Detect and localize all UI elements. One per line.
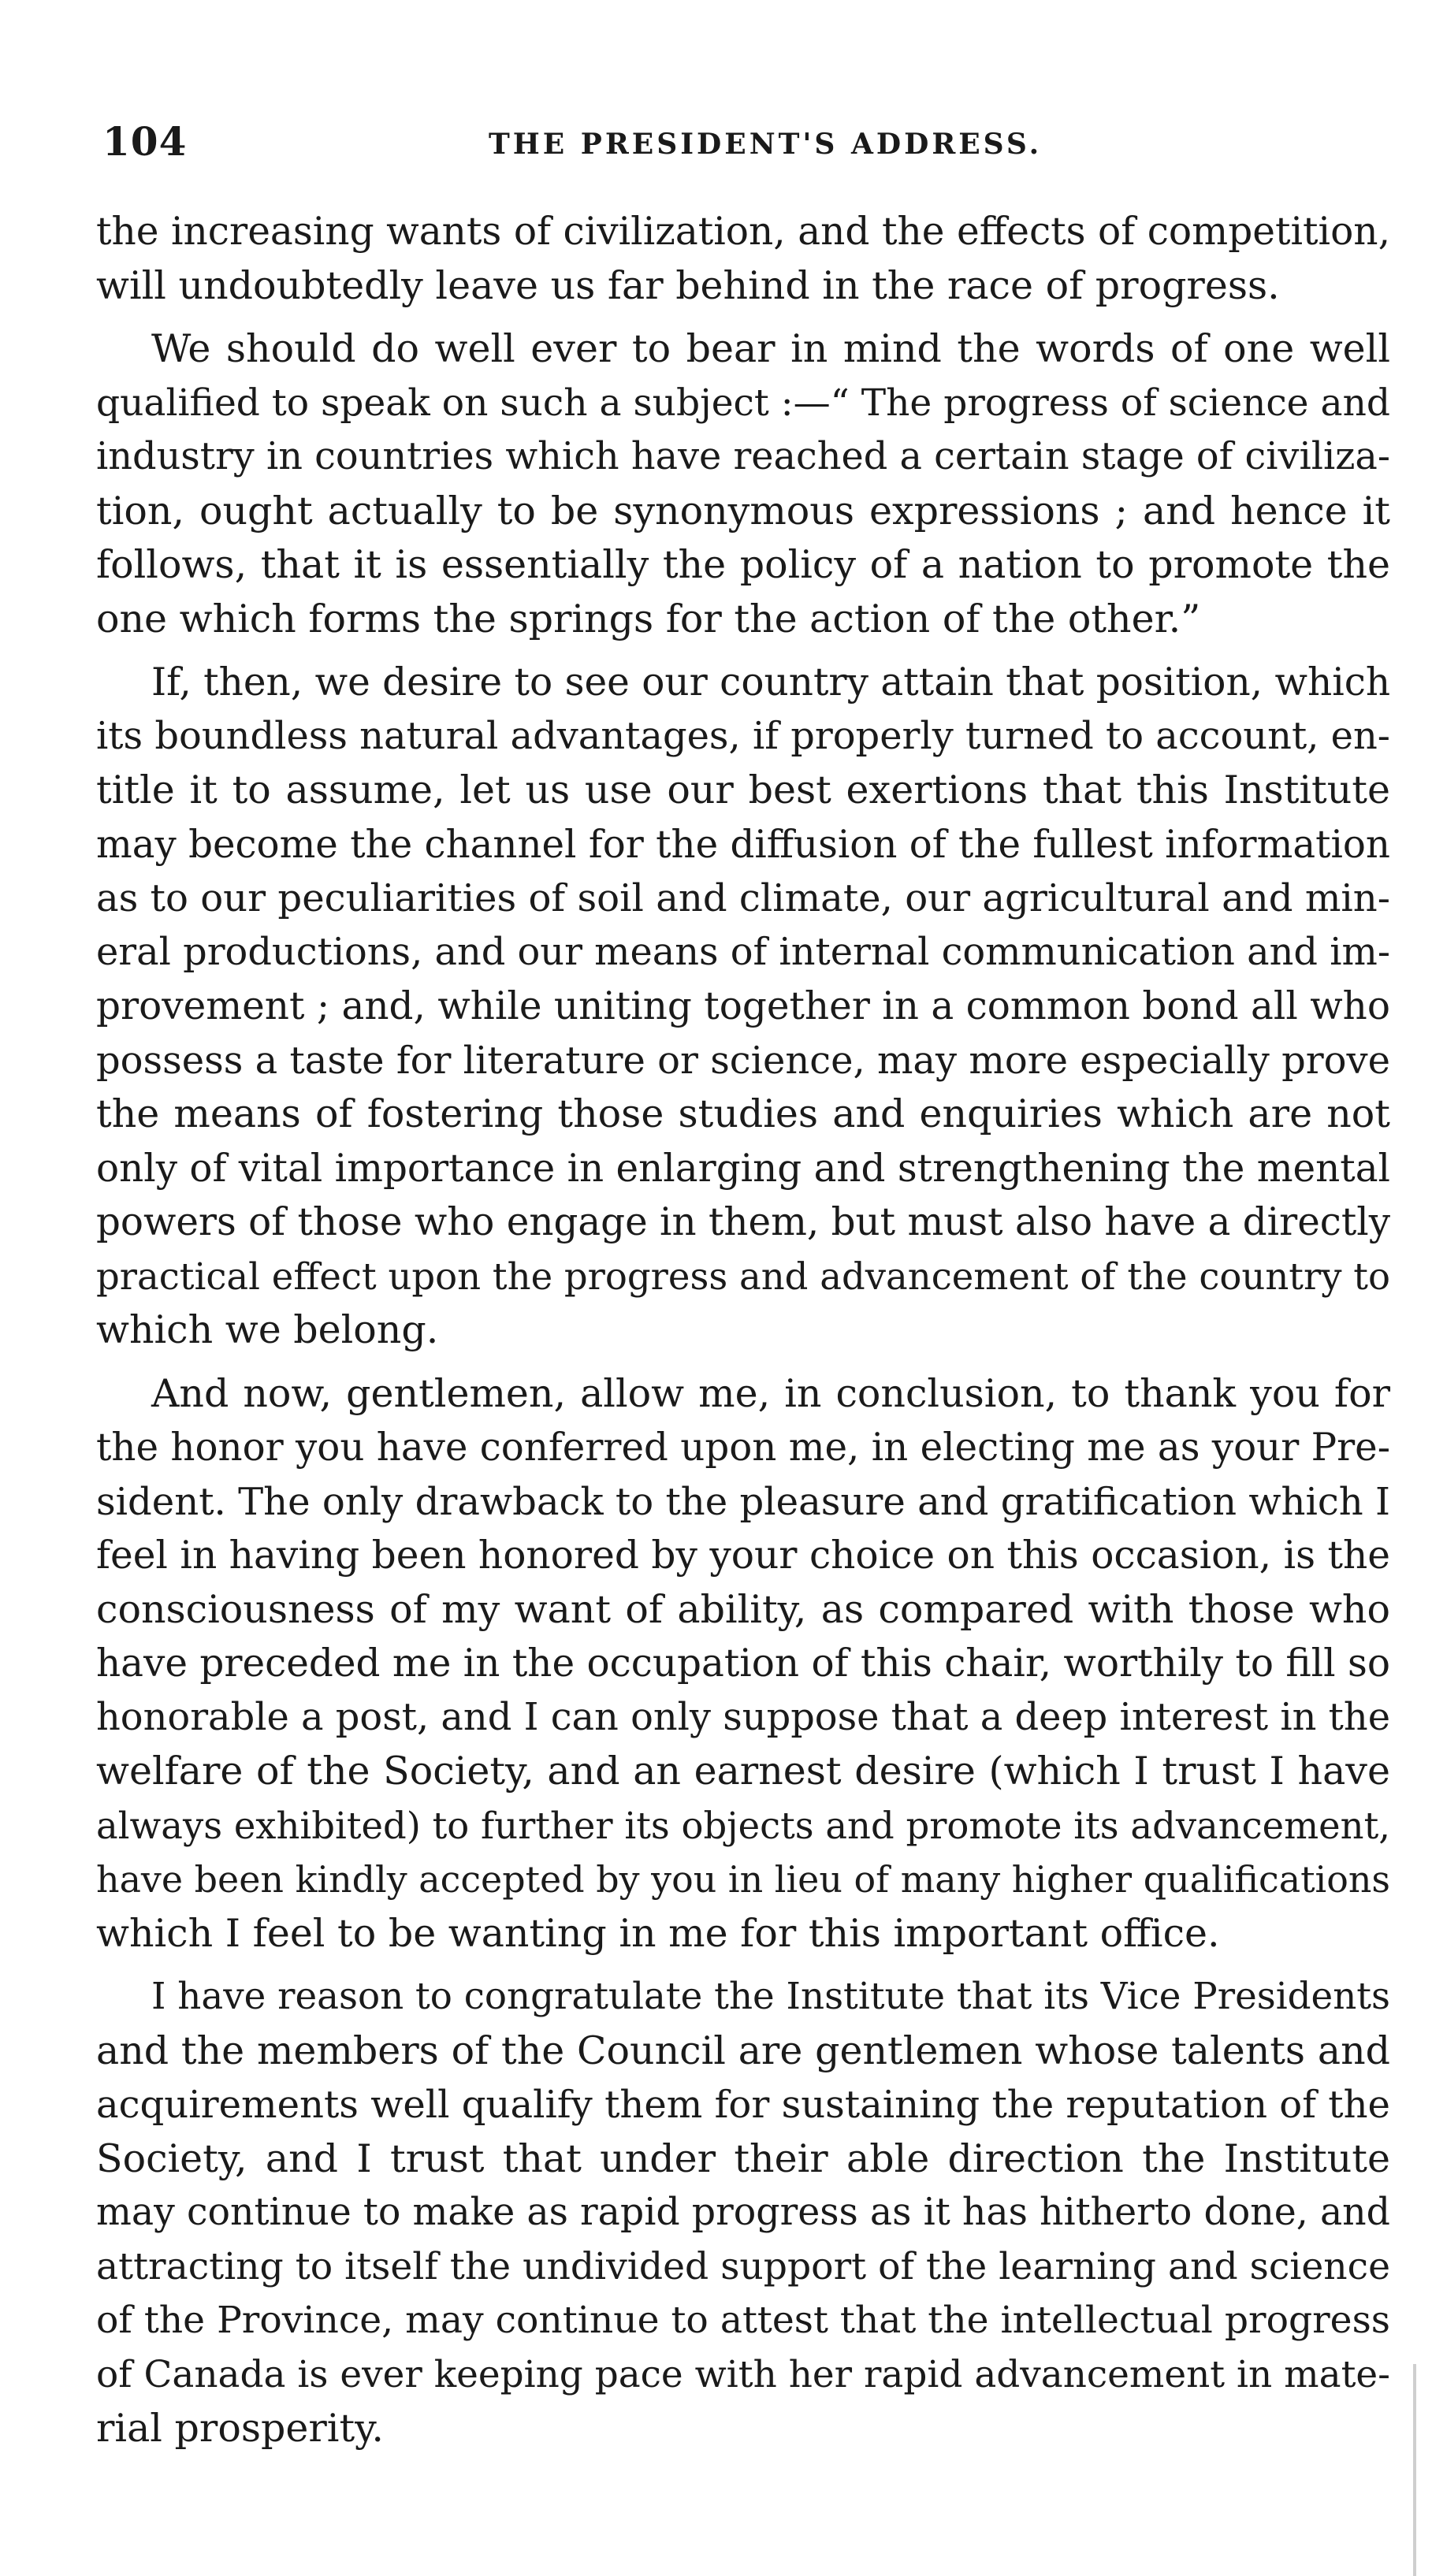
text-line: of the Province, may continue to attest that the intellectual progress [96, 2299, 1390, 2342]
text-line: which I feel to be wanting in me for this important office. [96, 1910, 1220, 1956]
text-line: practical effect upon the progress and advancement of the country to [96, 1255, 1390, 1298]
text-line: one which forms the springs for the action of the other.” [96, 596, 1201, 641]
text-line: Society, and I trust that under their able direction the Institute [96, 2136, 1390, 2181]
text-line: which we belong. [96, 1307, 439, 1352]
page-edge-mark [1413, 2364, 1416, 2576]
text-line: acquirements well qualify them for sustaining the reputation of the [96, 2083, 1390, 2127]
text-line: follows, that it is essentially the policy of a nation to promote the [96, 542, 1390, 587]
text-line: honorable a post, and I can only suppose that a deep interest in the [96, 1695, 1390, 1739]
paragraph [96, 1367, 1390, 1961]
text-line: title it to assume, let us use our best exertions that this Institute [96, 768, 1390, 812]
text-line: the means of fostering those studies and enquiries which are not [96, 1091, 1390, 1136]
paragraph [96, 322, 1390, 646]
text-line: always exhibited) to further its objects and promote its advancement, [96, 1804, 1390, 1847]
text-line: welfare of the Society, and an earnest desire (which I trust I have [96, 1749, 1390, 1794]
text-line: may continue to make as rapid progress as it has hitherto done, and [96, 2191, 1390, 2234]
running-head [102, 118, 1379, 173]
text-line: the increasing wants of civilization, and the effects of competition, [96, 210, 1390, 254]
text-line: We should do well ever to bear in mind the words of one well [151, 326, 1390, 371]
text-line: attracting to itself the undivided support of the learning and science [96, 2244, 1390, 2288]
text-line: have preceded me in the occupation of this chair, worthily to fill so [96, 1641, 1390, 1686]
text-line: only of vital importance in enlarging and strengthening the mental [96, 1146, 1390, 1191]
text-line: the honor you have conferred upon me, in electing me as your Pre- [96, 1426, 1390, 1470]
running-title: THE PRESIDENT'S ADDRESS. [489, 128, 1043, 161]
text-line: possess a taste for literature or science, may more especially prove [96, 1038, 1390, 1083]
text-line: of Canada is ever keeping pace with her rapid advancement in mate- [96, 2352, 1390, 2396]
text-line: qualified to speak on such a subject :—“ The progress of science and [96, 381, 1390, 425]
text-line: eral productions, and our means of internal communication and im- [96, 930, 1390, 974]
text-line: as to our peculiarities of soil and climate, our agricultural and min- [96, 876, 1390, 920]
text-line: And now, gentlemen, allow me, in conclusion, to thank you for [151, 1370, 1390, 1416]
text-line: will undoubtedly leave us far behind in the race of progress. [96, 262, 1280, 308]
text-line: powers of those who engage in them, but must also have a directly [96, 1200, 1390, 1244]
text-line: and the members of the Council are gentlemen whose talents and [96, 2028, 1390, 2073]
text-line: industry in countries which have reached a certain stage of civiliza- [96, 435, 1390, 478]
text-line: may become the channel for the diffusion of the fullest information [96, 822, 1390, 867]
text-line: its boundless natural advantages, if properly turned to account, en- [96, 714, 1390, 758]
paragraph [96, 656, 1390, 1358]
text-line: sident. The only drawback to the pleasure and gratification which I [96, 1479, 1390, 1524]
paragraph [96, 1970, 1390, 2456]
text-line: consciousness of my want of ability, as compared with those who [96, 1586, 1390, 1632]
page-number: 104 [102, 118, 188, 165]
text-line: have been kindly accepted by you in lieu of many higher qualifications [96, 1858, 1390, 1901]
text-line: rial prosperity. [96, 2406, 384, 2451]
text-line: I have reason to congratulate the Institute that its Vice Presidents [151, 1976, 1391, 2018]
body-text [96, 205, 1390, 2456]
text-line: provement ; and, while uniting together in a common bond all who [96, 984, 1390, 1028]
paragraph [96, 205, 1390, 313]
text-line: tion, ought actually to be synonymous expressions ; and hence it [96, 488, 1390, 533]
text-line: If, then, we desire to see our country attain that position, which [151, 660, 1391, 704]
text-line: feel in having been honored by your choice on this occasion, is the [96, 1533, 1390, 1578]
